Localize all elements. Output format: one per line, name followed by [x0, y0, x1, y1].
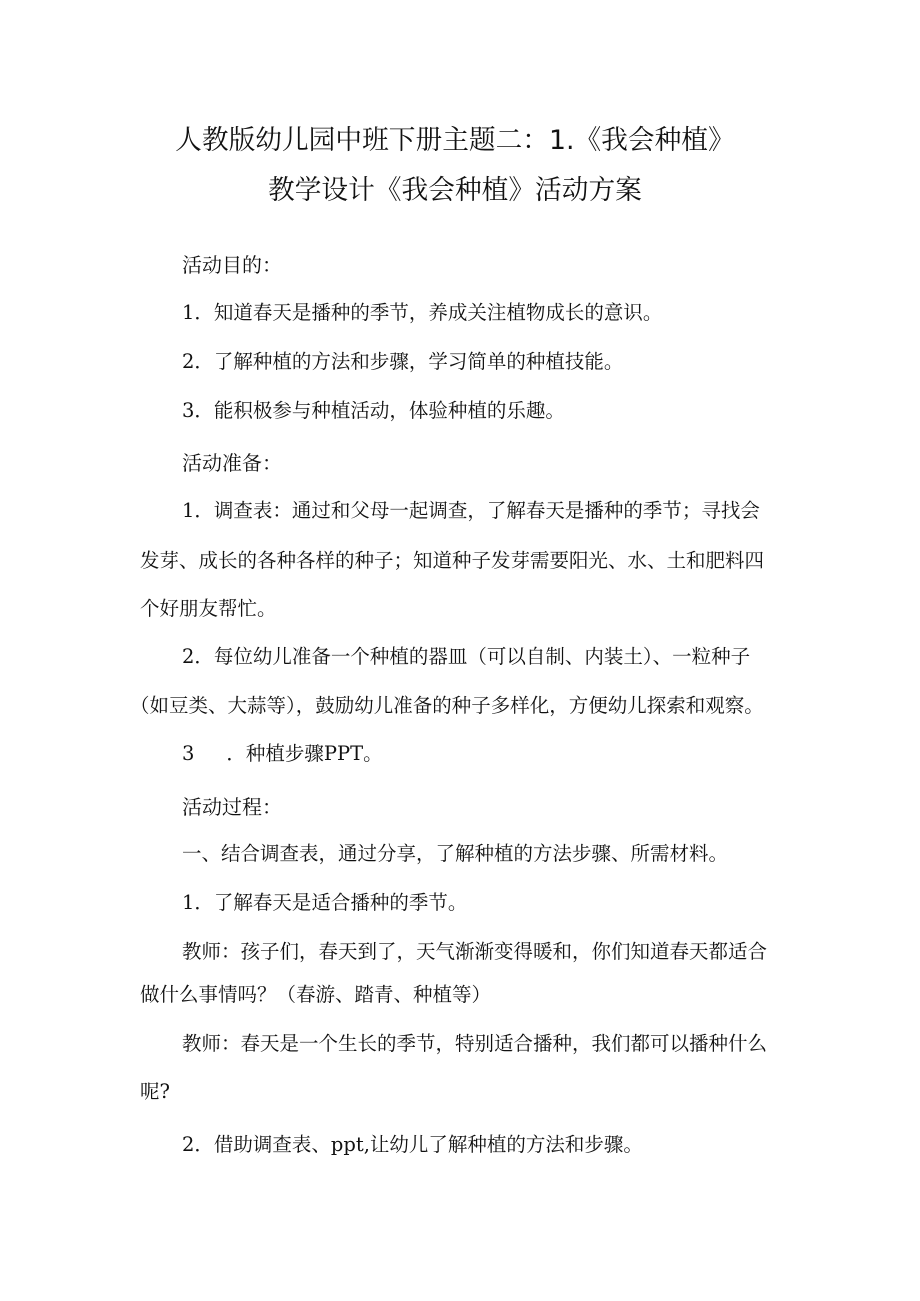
preparation-item-3-number: 3: [182, 742, 195, 765]
document-title-line-2: 教学设计《我会种植》活动方案: [268, 175, 642, 206]
preparation-item-2-line-2: （如豆类、大蒜等），鼓励幼儿准备的种子多样化，方便幼儿探索和观察。: [130, 694, 764, 717]
goal-item-2: 2．了解种植的方法和步骤，学习简单的种植技能。: [182, 350, 624, 373]
process-sub-2: 2．借助调查表、ppt,让幼儿了解种植的方法和步骤。: [182, 1133, 643, 1156]
process-sub-1: 1．了解春天是适合播种的季节。: [182, 891, 468, 914]
teacher-remark-1-line-2: 做什么事情吗？（春游、踏青、种植等）: [140, 983, 492, 1006]
preparation-item-1-line-3: 个好朋友帮忙。: [140, 597, 277, 620]
section-heading-preparation: 活动准备：: [182, 451, 282, 475]
preparation-item-2-line-1: 2．每位幼儿准备一个种植的器皿（可以自制、内装土）、一粒种子: [182, 645, 751, 668]
teacher-remark-1-line-1: 教师：孩子们，春天到了，天气渐渐变得暖和，你们知道春天都适合: [182, 940, 768, 963]
teacher-remark-2-line-2: 呢?: [140, 1080, 170, 1103]
process-step-1: 一、结合调查表，通过分享，了解种植的方法步骤、所需材料。: [182, 842, 729, 865]
goal-item-1: 1．知道春天是播种的季节，养成关注植物成长的意识。: [182, 301, 663, 324]
preparation-item-3: [182, 738, 383, 766]
preparation-item-3-text: ．种植步骤PPT。: [226, 742, 383, 765]
teacher-remark-2-line-1: 教师：春天是一个生长的季节，特别适合播种，我们都可以播种什么: [182, 1032, 768, 1055]
section-heading-process: 活动过程：: [182, 795, 282, 819]
preparation-item-1-line-1: 1．调查表：通过和父母一起调查，了解春天是播种的季节；寻找会: [182, 499, 760, 522]
preparation-item-1-line-2: 发芽、成长的各种各样的种子；知道种子发芽需要阳光、水、土和肥料四: [140, 549, 765, 572]
document-title-line-1: 人教版幼儿园中班下册主题二：1.《我会种植》: [175, 125, 735, 156]
goal-item-3: 3．能积极参与种植活动，体验种植的乐趣。: [182, 399, 565, 422]
section-heading-goals: 活动目的：: [182, 253, 282, 277]
